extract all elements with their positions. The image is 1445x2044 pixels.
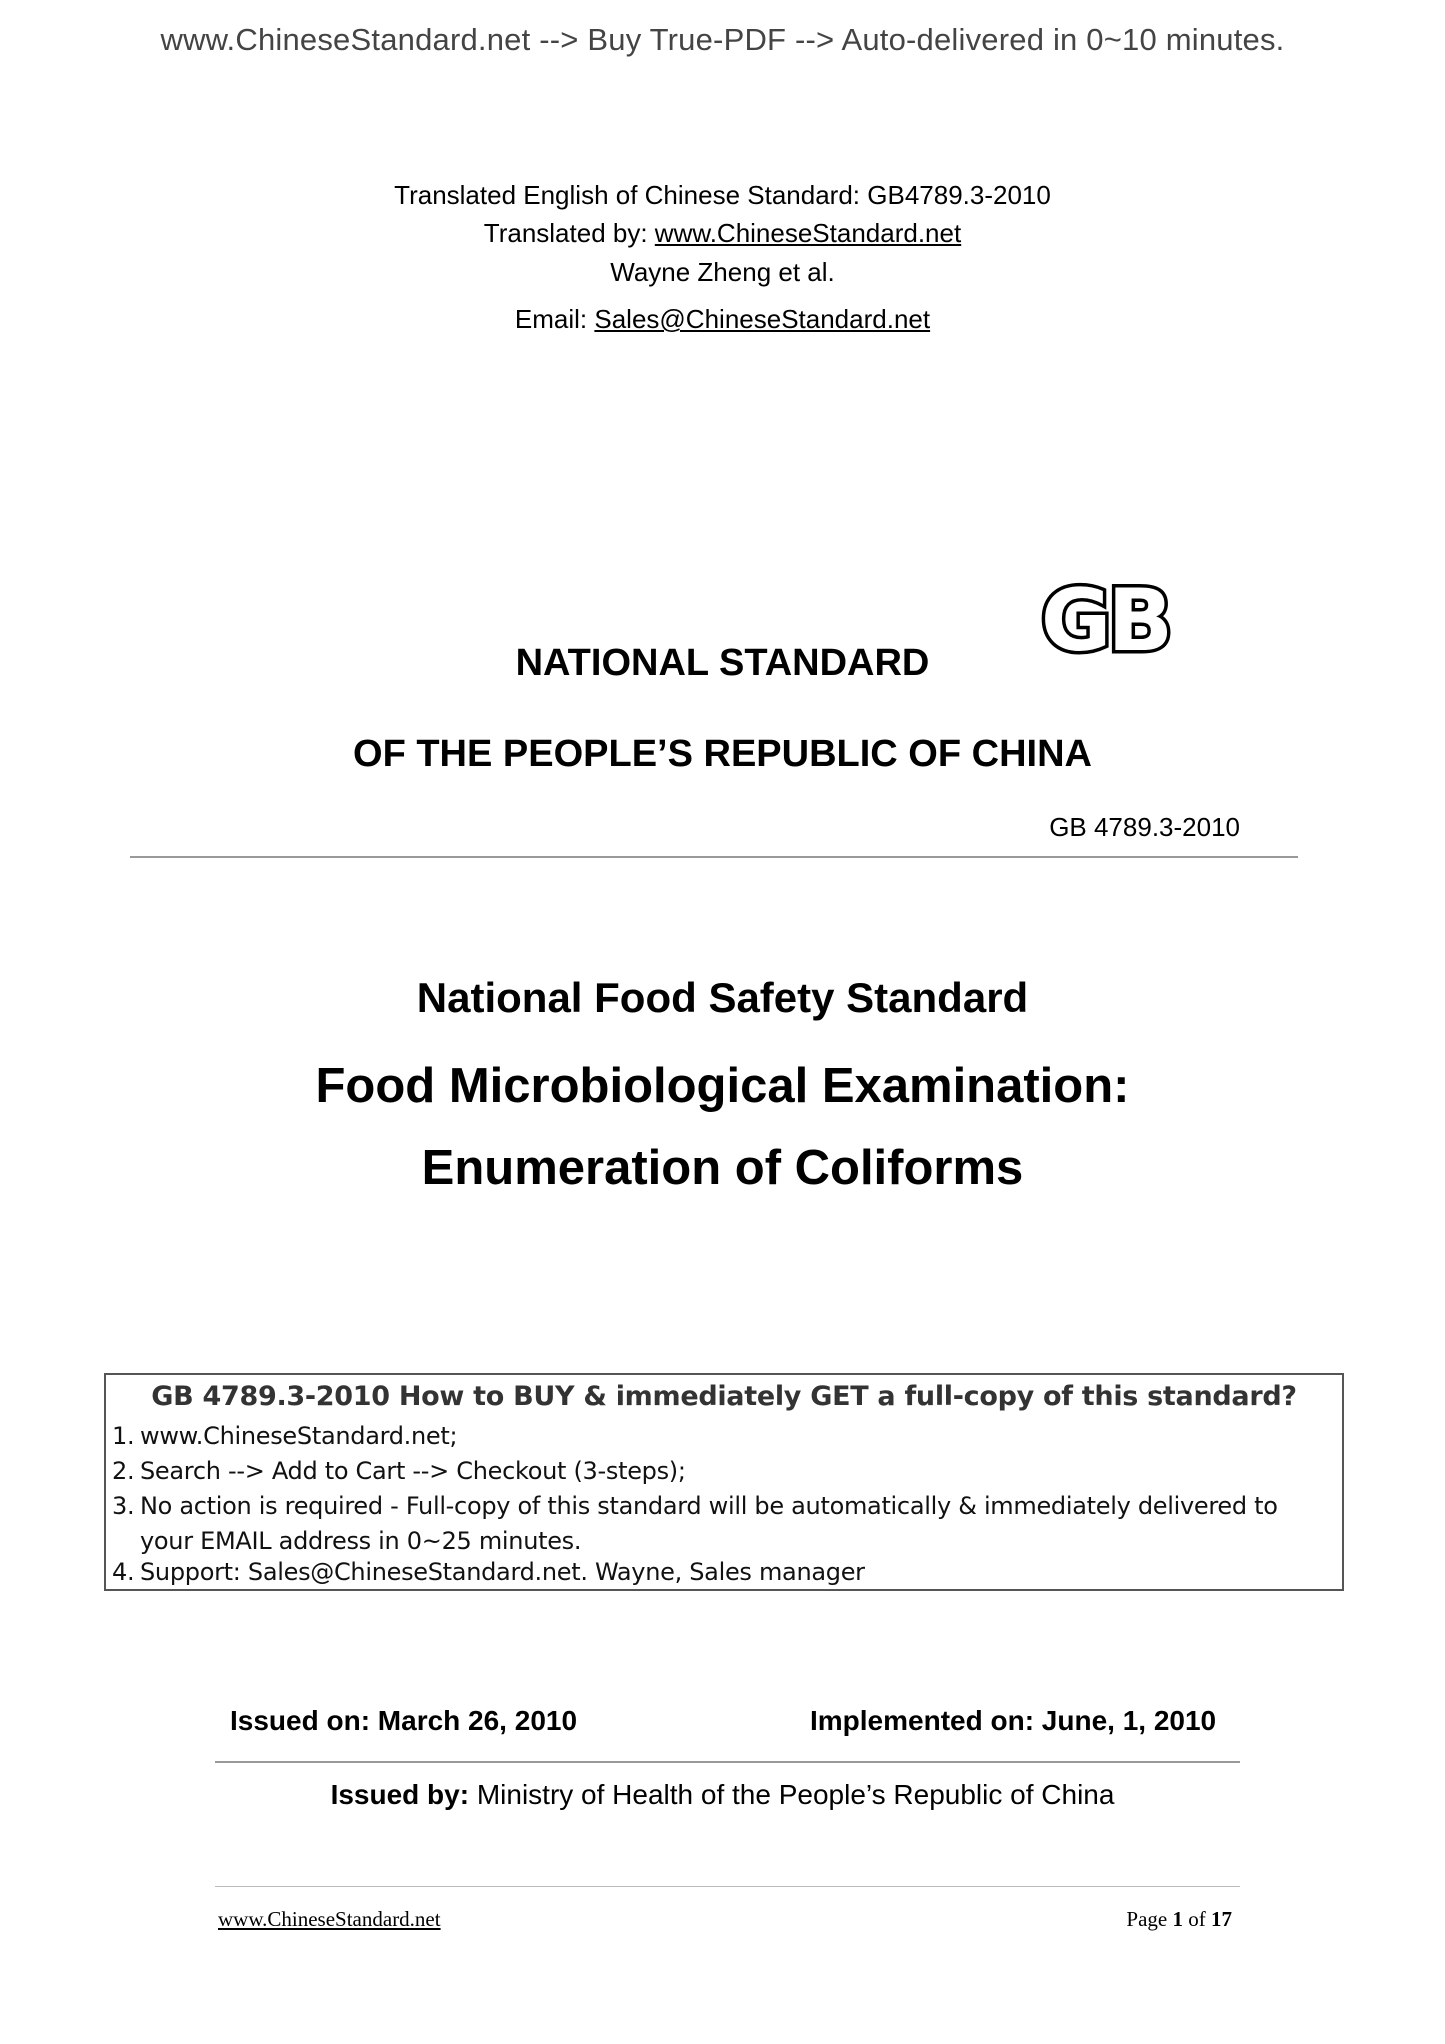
translators: Wayne Zheng et al. <box>610 257 835 287</box>
step-number: 1. <box>112 1422 135 1450</box>
issued-by-line <box>140 1779 1305 1811</box>
heading-prc: OF THE PEOPLE’S REPUBLIC OF CHINA <box>353 733 1092 775</box>
footer-site-link[interactable]: www.ChineseStandard.net <box>218 1907 441 1931</box>
translated-by-line <box>140 218 1305 249</box>
page-of: of <box>1183 1907 1211 1931</box>
step-text: Support: Sales@ChineseStandard.net. Wayne, Sales manager <box>140 1558 865 1586</box>
translated-by-label: Translated by: <box>483 218 655 248</box>
buy-step <box>112 1422 457 1450</box>
document-title-2: Food Microbiological Examination: <box>315 1059 1130 1113</box>
document-title-1: National Food Safety Standard <box>416 974 1029 1021</box>
email-label: Email: <box>514 304 595 334</box>
step-text: No action is required - Full-copy of this standard will be automatically & immediately delivered to <box>140 1492 1278 1520</box>
step-number: 2. <box>112 1457 135 1485</box>
email-link[interactable]: Sales@ChineseStandard.net <box>594 304 931 334</box>
page-number <box>1000 1907 1232 1932</box>
step-text: www.ChineseStandard.net; <box>140 1422 458 1450</box>
issued-by-label: Issued by: <box>330 1779 470 1810</box>
divider <box>130 856 1298 858</box>
page-total: 17 <box>1211 1907 1232 1931</box>
step-text: Search --> Add to Cart --> Checkout (3-steps); <box>140 1457 686 1485</box>
footer-divider <box>215 1886 1240 1887</box>
translation-line: Translated English of Chinese Standard: GB4789.3-2010 <box>394 180 1051 210</box>
buy-box-title: GB 4789.3-2010 How to BUY & immediately GET a full-copy of this standard? <box>151 1381 1297 1412</box>
translator-site-link[interactable]: www.ChineseStandard.net <box>654 218 962 248</box>
buy-step <box>112 1558 865 1586</box>
divider <box>215 1761 1240 1763</box>
heading-national-standard: NATIONAL STANDARD <box>515 642 930 684</box>
buy-info-box <box>104 1373 1344 1591</box>
email-line <box>140 304 1305 335</box>
standard-code: GB 4789.3-2010 <box>1049 812 1240 842</box>
page-current: 1 <box>1172 1907 1183 1931</box>
buy-step <box>112 1457 686 1485</box>
step-number: 3. <box>112 1492 135 1520</box>
step-number: 4. <box>112 1558 135 1586</box>
gb-logo-text: GB <box>1040 578 1170 662</box>
issued-on-date: Issued on: March 26, 2010 <box>230 1705 578 1736</box>
page-label: Page <box>1126 1907 1173 1931</box>
buy-step-continuation: your EMAIL address in 0~25 minutes. <box>140 1527 582 1555</box>
implemented-on-date: Implemented on: June, 1, 2010 <box>810 1705 1217 1736</box>
document-title-3: Enumeration of Coliforms <box>421 1141 1024 1195</box>
buy-step <box>112 1492 1278 1520</box>
issued-by-value: Ministry of Health of the People’s Republic of China <box>469 1779 1115 1810</box>
top-banner: www.ChineseStandard.net --> Buy True-PDF --> Auto-delivered in 0~10 minutes. <box>160 22 1285 57</box>
